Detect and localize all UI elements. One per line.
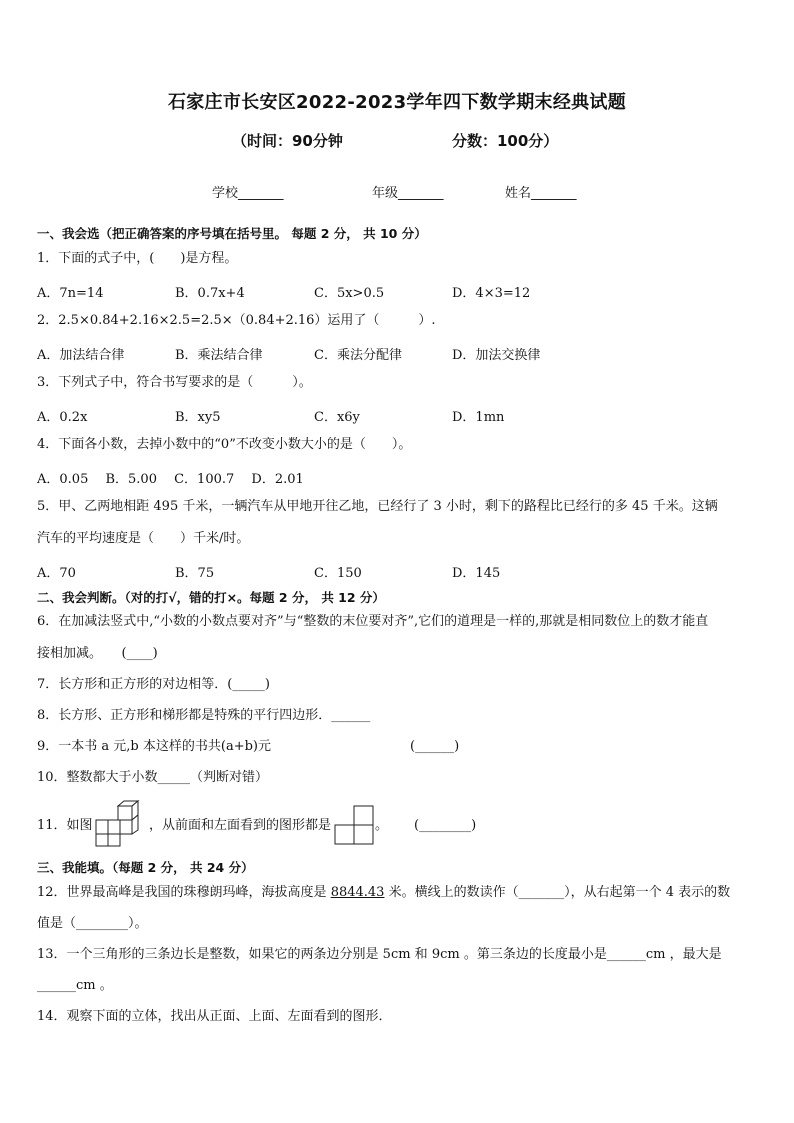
question-3-option-a: A．0.2x [37, 410, 88, 425]
question-12-text-b: 米。横线上的数读作（_______），从右起第一个 4 表示的数 [384, 885, 731, 900]
question-11-answer-blank: (________) [414, 818, 477, 833]
exam-score: 分数：100分） [452, 132, 559, 150]
page-title: 石家庄市长安区2022-2023学年四下数学期末经典试题 [167, 92, 627, 113]
question-5-stem-line1: 5．甲、乙两地相距 495 千米，一辆汽车从甲地开往乙地，已经行了 3 小时，剩下的路程比已经行的多 45 千米。这辆 [37, 499, 718, 514]
question-2-stem: 2．2.5×0.84+2.16×2.5=2.5×（0.84+2.16）运用了（ ）. [37, 313, 436, 328]
question-3-option-c: C．x6y [314, 410, 360, 425]
section-2-heading: 二、我会判断。（对的打√，错的打×。每题 2 分， 共 12 分） [37, 590, 385, 605]
question-3-stem: 3．下列式子中，符合书写要求的是（ ）。 [37, 375, 312, 390]
question-13-line2: ______cm 。 [37, 978, 113, 993]
question-4-stem: 4．下面各小数，去掉小数中的“0”不改变小数大小的是（ ）。 [37, 437, 412, 452]
question-1-option-c: C．5x>0.5 [314, 286, 385, 301]
question-11-text-a: 11．如图 [37, 818, 93, 833]
question-5-option-c: C．150 [314, 566, 362, 581]
grade-field: 年级_______ [372, 186, 444, 201]
question-1-option-d: D．4×3=12 [452, 286, 531, 301]
question-9-answer-blank: (______) [410, 739, 460, 754]
section-1-heading: 一、我会选（把正确答案的序号填在括号里。 每题 2 分， 共 10 分） [37, 226, 427, 241]
view-shape-figure [333, 805, 375, 845]
question-6-line1: 6．在加减法竖式中,“小数的小数点要对齐”与“整数的末位要对齐”,它们的道理是一样的,那就是相同数位上的数才能直 [37, 614, 709, 629]
question-10: 10．整数都大于小数_____（判断对错） [37, 770, 269, 785]
question-11-text-b: ，从前面和左面看到的图形都是 [149, 818, 332, 833]
school-field: 学校_______ [212, 186, 284, 201]
question-2-option-a: A．加法结合律 [37, 348, 125, 363]
question-11-text-c: 。 [375, 818, 389, 833]
question-4-options: A．0.05 B．5.00 C．100.7 D．2.01 [37, 472, 304, 487]
question-2-option-b: B．乘法结合律 [175, 348, 263, 363]
question-12-number: 8844.43 [330, 885, 385, 900]
question-8: 8．长方形、正方形和梯形都是特殊的平行四边形．______ [37, 708, 371, 723]
question-5-option-d: D．145 [452, 566, 501, 581]
question-3-option-b: B．xy5 [175, 410, 221, 425]
question-6-line2: 接相加减。 (____) [37, 646, 158, 661]
question-1-option-a: A．7n=14 [37, 286, 104, 301]
question-5-option-a: A．70 [37, 566, 76, 581]
question-2-option-d: D．加法交换律 [452, 348, 541, 363]
question-9: 9．一本书 a 元,b 本这样的书共(a+b)元 [37, 739, 271, 754]
section-3-heading: 三、我能填。（每题 2 分， 共 24 分） [37, 860, 254, 875]
question-12-line1 [37, 885, 730, 901]
question-12-line2: 值是（________）。 [37, 916, 148, 931]
question-7: 7．长方形和正方形的对边相等．(_____) [37, 677, 270, 692]
question-14: 14．观察下面的立体，找出从正面、上面、左面看到的图形． [37, 1009, 392, 1024]
question-12-text-a: 12．世界最高峰是我国的珠穆朗玛峰，海拔高度是 [37, 885, 331, 900]
question-3-option-d: D．1mn [452, 410, 505, 425]
question-1-stem: 1．下面的式子中，( )是方程。 [37, 251, 238, 266]
question-5-stem-line2: 汽车的平均速度是（ ）千米/时。 [37, 531, 250, 546]
exam-time: （时间：90分钟 [232, 132, 343, 150]
question-1-option-b: B．0.7x+4 [175, 286, 245, 301]
stacked-cubes-figure [94, 800, 148, 848]
name-field: 姓名_______ [505, 186, 577, 201]
question-2-option-c: C．乘法分配律 [314, 348, 402, 363]
question-13-line1: 13．一个三角形的三条边长是整数，如果它的两条边分别是 5cm 和 9cm 。第三条边的长度最小是______cm ，最大是 [37, 947, 722, 962]
question-5-option-b: B．75 [175, 566, 215, 581]
